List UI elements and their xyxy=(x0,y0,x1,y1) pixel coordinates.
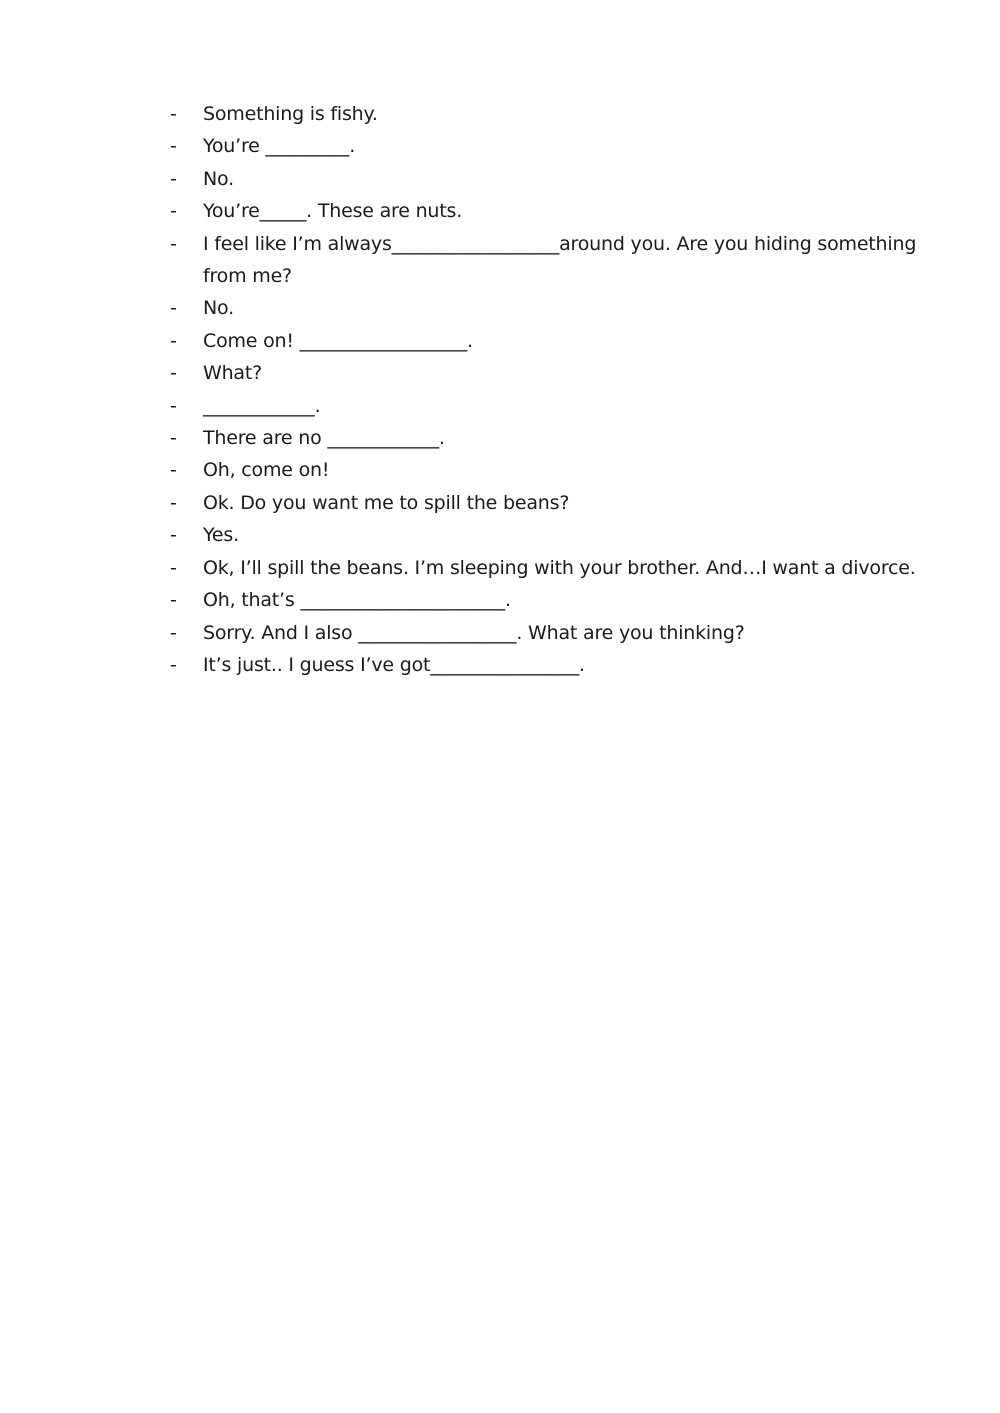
dash-bullet: - xyxy=(170,200,177,223)
dialogue-line xyxy=(170,292,960,324)
dash-bullet: - xyxy=(170,394,177,417)
dialogue-line xyxy=(170,649,960,681)
dash-bullet: - xyxy=(170,491,177,514)
dialogue-line xyxy=(170,519,960,551)
dialogue-text: ____________. xyxy=(203,394,321,417)
dialogue-line xyxy=(170,357,960,389)
dash-bullet: - xyxy=(170,167,177,190)
dash-bullet: - xyxy=(170,653,177,676)
dialogue-line xyxy=(170,422,960,454)
dash-bullet: - xyxy=(170,459,177,482)
dialogue-line xyxy=(170,584,960,616)
dialogue-line xyxy=(170,487,960,519)
dash-bullet: - xyxy=(170,232,177,255)
dialogue-text: Ok, I’ll spill the beans. I’m sleeping with your brother. And…I want a divorce. xyxy=(203,556,916,579)
dash-bullet: - xyxy=(170,427,177,450)
dialogue-text: It’s just.. I guess I’ve got________________. xyxy=(203,653,585,676)
dash-bullet: - xyxy=(170,589,177,612)
dialogue-line xyxy=(170,325,960,357)
dash-bullet: - xyxy=(170,556,177,579)
dialogue-line xyxy=(170,98,960,130)
dialogue-text: Sorry. And I also _________________. What are you thinking? xyxy=(203,621,745,644)
dialogue-text: You’re _________. xyxy=(203,135,356,158)
dialogue-text: Yes. xyxy=(203,524,239,547)
dash-bullet: - xyxy=(170,297,177,320)
dialogue-line xyxy=(170,552,960,584)
dialogue-text: You’re_____. These are nuts. xyxy=(203,200,463,223)
dialogue-text: I feel like I’m always__________________around you. Are you hiding something from me? xyxy=(203,232,917,288)
dialogue-text: Oh, that’s ______________________. xyxy=(203,589,511,612)
dialogue-text: Come on! __________________. xyxy=(203,329,473,352)
dialogue-text: Oh, come on! xyxy=(203,459,330,482)
dialogue-text: No. xyxy=(203,297,234,320)
dialogue-list xyxy=(170,98,960,681)
dash-bullet: - xyxy=(170,135,177,158)
dialogue-text: What? xyxy=(203,362,263,385)
dialogue-text: Ok. Do you want me to spill the beans? xyxy=(203,491,570,514)
dialogue-text: There are no ____________. xyxy=(203,427,445,450)
dialogue-line xyxy=(170,390,960,422)
dash-bullet: - xyxy=(170,524,177,547)
dash-bullet: - xyxy=(170,621,177,644)
dialogue-text: Something is fishy. xyxy=(203,103,378,125)
dialogue-line xyxy=(170,228,960,293)
dash-bullet: - xyxy=(170,103,177,125)
dialogue-line xyxy=(170,130,960,162)
dialogue-text: No. xyxy=(203,167,234,190)
dialogue-line xyxy=(170,617,960,649)
dash-bullet: - xyxy=(170,329,177,352)
dialogue-line xyxy=(170,195,960,227)
dialogue-line xyxy=(170,454,960,486)
dialogue-line xyxy=(170,163,960,195)
dash-bullet: - xyxy=(170,362,177,385)
